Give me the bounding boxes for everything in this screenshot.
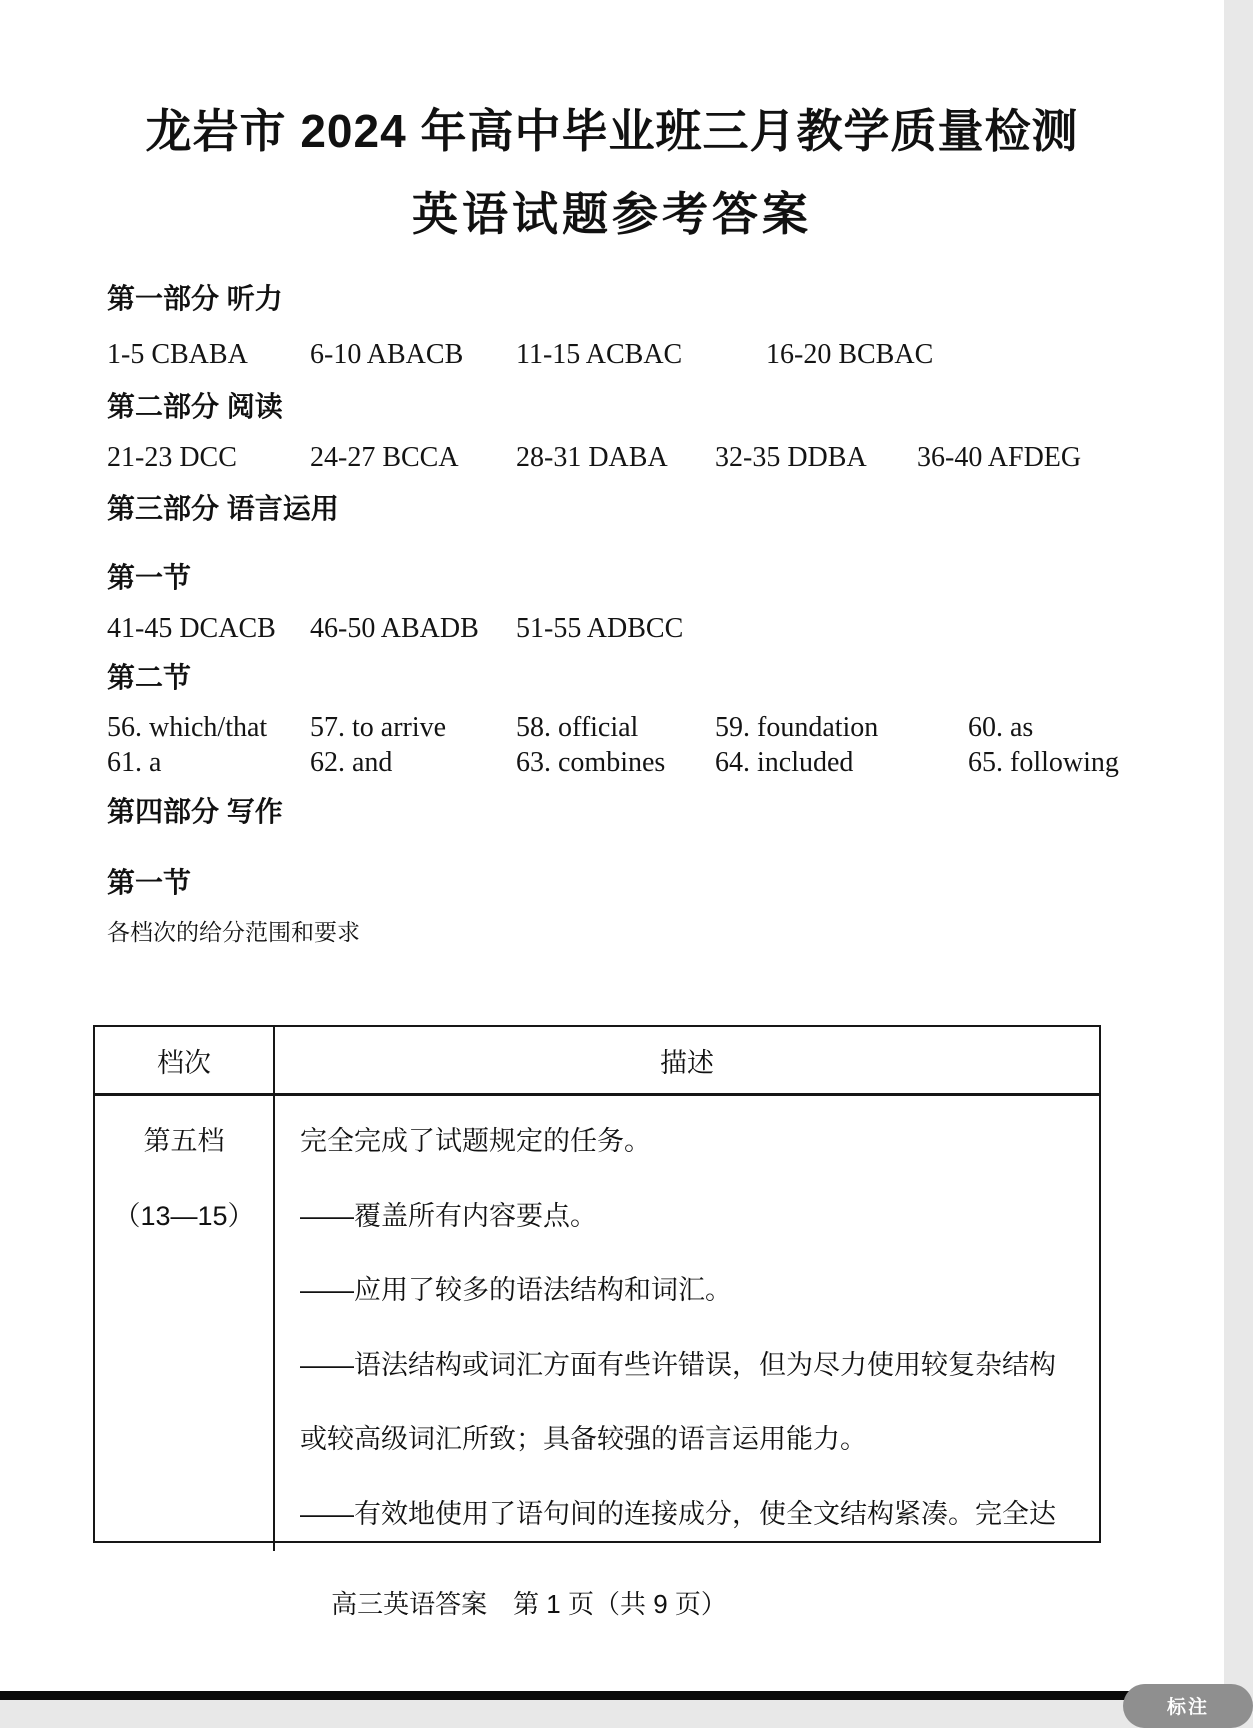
bottom-bar [0,1691,1224,1700]
answer-58: 58. official [516,712,639,743]
rubric-header-row [95,1027,1099,1096]
rubric-description-line: ——有效地使用了语句间的连接成分，使全文结构紧凑。完全达 [300,1498,1056,1529]
rubric-header-description: 描述 [660,1047,714,1078]
answer-64: 64. included [715,747,854,778]
answer-group-21-23: 21-23 DCC [107,442,237,473]
answer-group-11-15: 11-15 ACBAC [516,339,683,370]
answer-group-6-10: 6-10 ABACB [310,339,464,370]
writing-rubric-table [93,1025,1101,1543]
answer-group-36-40: 36-40 AFDEG [917,442,1082,473]
rubric-description-line: ——覆盖所有内容要点。 [300,1200,597,1231]
language-use-section1-answers-row [0,611,1224,647]
section-part4-node1: 第一节 [107,867,192,898]
listening-answers-row [0,337,1224,373]
answer-group-28-31: 28-31 DABA [516,442,668,473]
rubric-description-line: 或较高级词汇所致；具备较强的语言运用能力。 [300,1424,867,1454]
answer-60: 60. as [968,712,1034,743]
annotate-button[interactable]: 标注 [1123,1684,1253,1728]
rubric-header-band: 档次 [95,1027,275,1093]
rubric-description-line: 完全完成了试题规定的任务。 [300,1126,651,1156]
answer-63: 63. combines [516,747,666,778]
answer-59: 59. foundation [715,712,879,743]
rubric-description-line: ——应用了较多的语法结构和词汇。 [300,1275,732,1305]
answer-group-32-35: 32-35 DDBA [715,442,867,473]
answer-group-51-55: 51-55 ADBCC [516,613,684,644]
fill-answers-row-56-60 [0,710,1224,746]
answer-61: 61. a [107,747,162,778]
answer-group-24-27: 24-27 BCCA [310,442,459,473]
rubric-table-caption: 各档次的给分范围和要求 [107,919,360,945]
rubric-band-cell [95,1096,275,1551]
reading-answers-row [0,440,1224,476]
answer-56: 56. which/that [107,712,268,743]
rubric-description-cell [275,1096,1099,1551]
section-part1-listening: 第一部分 听力 [107,283,283,314]
answer-65: 65. following [968,747,1119,778]
document-title-line1: 龙岩市 2024 年高中毕业班三月教学质量检测 [145,105,1079,157]
answer-group-46-50: 46-50 ABADB [310,613,479,644]
section-part4-writing: 第四部分 写作 [107,796,283,827]
section-part3-node1: 第一节 [107,562,192,593]
rubric-description-line: ——语法结构或词汇方面有些许错误，但为尽力使用较复杂结构 [300,1349,1056,1380]
answer-group-41-45: 41-45 DCACB [107,613,276,644]
band-score-range: （13—15） [113,1200,255,1231]
fill-answers-row-61-65 [0,745,1224,781]
answer-62: 62. and [310,747,393,778]
answer-group-16-20: 16-20 BCBAC [766,339,934,370]
document-title-line2: 英语试题参考答案 [412,188,812,240]
section-part3-language-use: 第三部分 语言运用 [107,493,339,524]
section-part3-node2: 第二节 [107,662,192,693]
answer-group-1-5: 1-5 CBABA [107,339,248,370]
page-footer-info: 高三英语答案 第 1 页（共 9 页） [331,1589,727,1619]
section-part2-reading: 第二部分 阅读 [107,391,283,422]
rubric-body-row [95,1096,1099,1551]
answer-57: 57. to arrive [310,712,447,743]
band-name: 第五档 [143,1126,225,1156]
